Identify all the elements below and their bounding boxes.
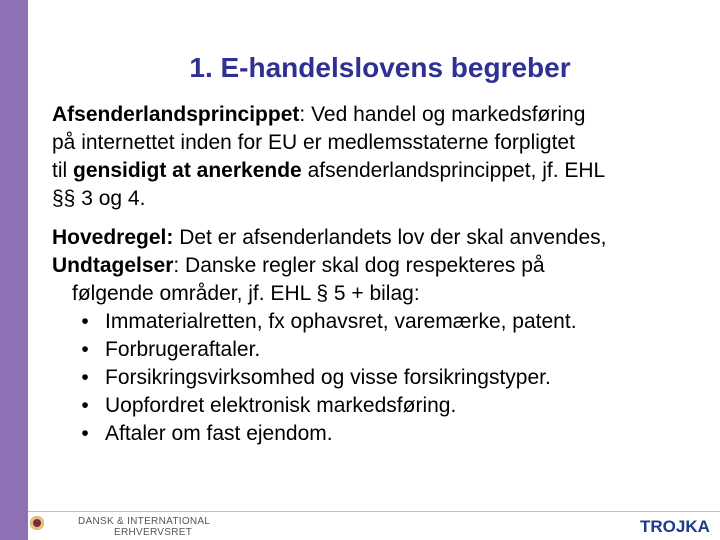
main-rule-label: Hovedregel:: [52, 226, 174, 249]
org-name-line-2: ERHVERVSRET: [114, 527, 193, 538]
main-rule-text: Det er afsenderlandets lov der skal anvendes,: [173, 226, 607, 249]
principle-line-3-rest: afsenderlandsprincippet, jf. EHL: [301, 159, 606, 182]
paragraph-principle: [52, 101, 718, 213]
list-item: [75, 364, 718, 392]
org-name-line-1: DANSK & INTERNATIONAL: [78, 516, 211, 527]
principle-line-3-lead: til: [52, 159, 73, 182]
footer-divider: [28, 511, 720, 512]
slide-body: [52, 101, 718, 448]
list-item-text: Uopfordret elektronisk markedsføring.: [105, 394, 457, 417]
list-item-text: Forbrugeraftaler.: [105, 338, 261, 361]
term-colon: :: [299, 103, 306, 126]
exceptions-list: [52, 308, 718, 448]
paragraph-rules: [52, 224, 718, 280]
term-label: Afsenderlandsprincippet: [52, 103, 300, 126]
list-item: [75, 336, 718, 364]
list-item-text: Forsikringsvirksomhed og visse forsikringstyper.: [105, 366, 551, 389]
brand-logo: TROJKA: [640, 517, 710, 536]
principle-line-3-bold: gensidigt at anerkende: [73, 159, 302, 182]
list-item: [75, 420, 718, 448]
principle-line-4: §§ 3 og 4.: [52, 187, 146, 210]
bullet-icon: •: [81, 338, 89, 361]
list-item: [75, 392, 718, 420]
list-item-text: Aftaler om fast ejendom.: [105, 422, 333, 445]
list-item: [75, 308, 718, 336]
principle-line-2: på internettet inden for EU er medlemsstaterne forpligtet: [52, 131, 575, 154]
exceptions-continuation: følgende områder, jf. EHL § 5 + bilag:: [72, 282, 420, 305]
list-item-text: Immaterialretten, fx ophavsret, varemærke, patent.: [105, 310, 577, 333]
principle-text-a: Ved handel og markedsføring: [305, 103, 586, 126]
seal-logo-icon: [30, 516, 44, 530]
bullet-icon: •: [81, 422, 89, 445]
exceptions-text: : Danske regler skal dog respekteres på: [173, 254, 545, 277]
bullet-icon: •: [81, 310, 89, 333]
exceptions-label: Undtagelser: [52, 254, 174, 277]
slide-title: 1. E-handelslovens begreber: [189, 52, 571, 83]
bullet-icon: •: [81, 394, 89, 417]
bullet-icon: •: [81, 366, 89, 389]
